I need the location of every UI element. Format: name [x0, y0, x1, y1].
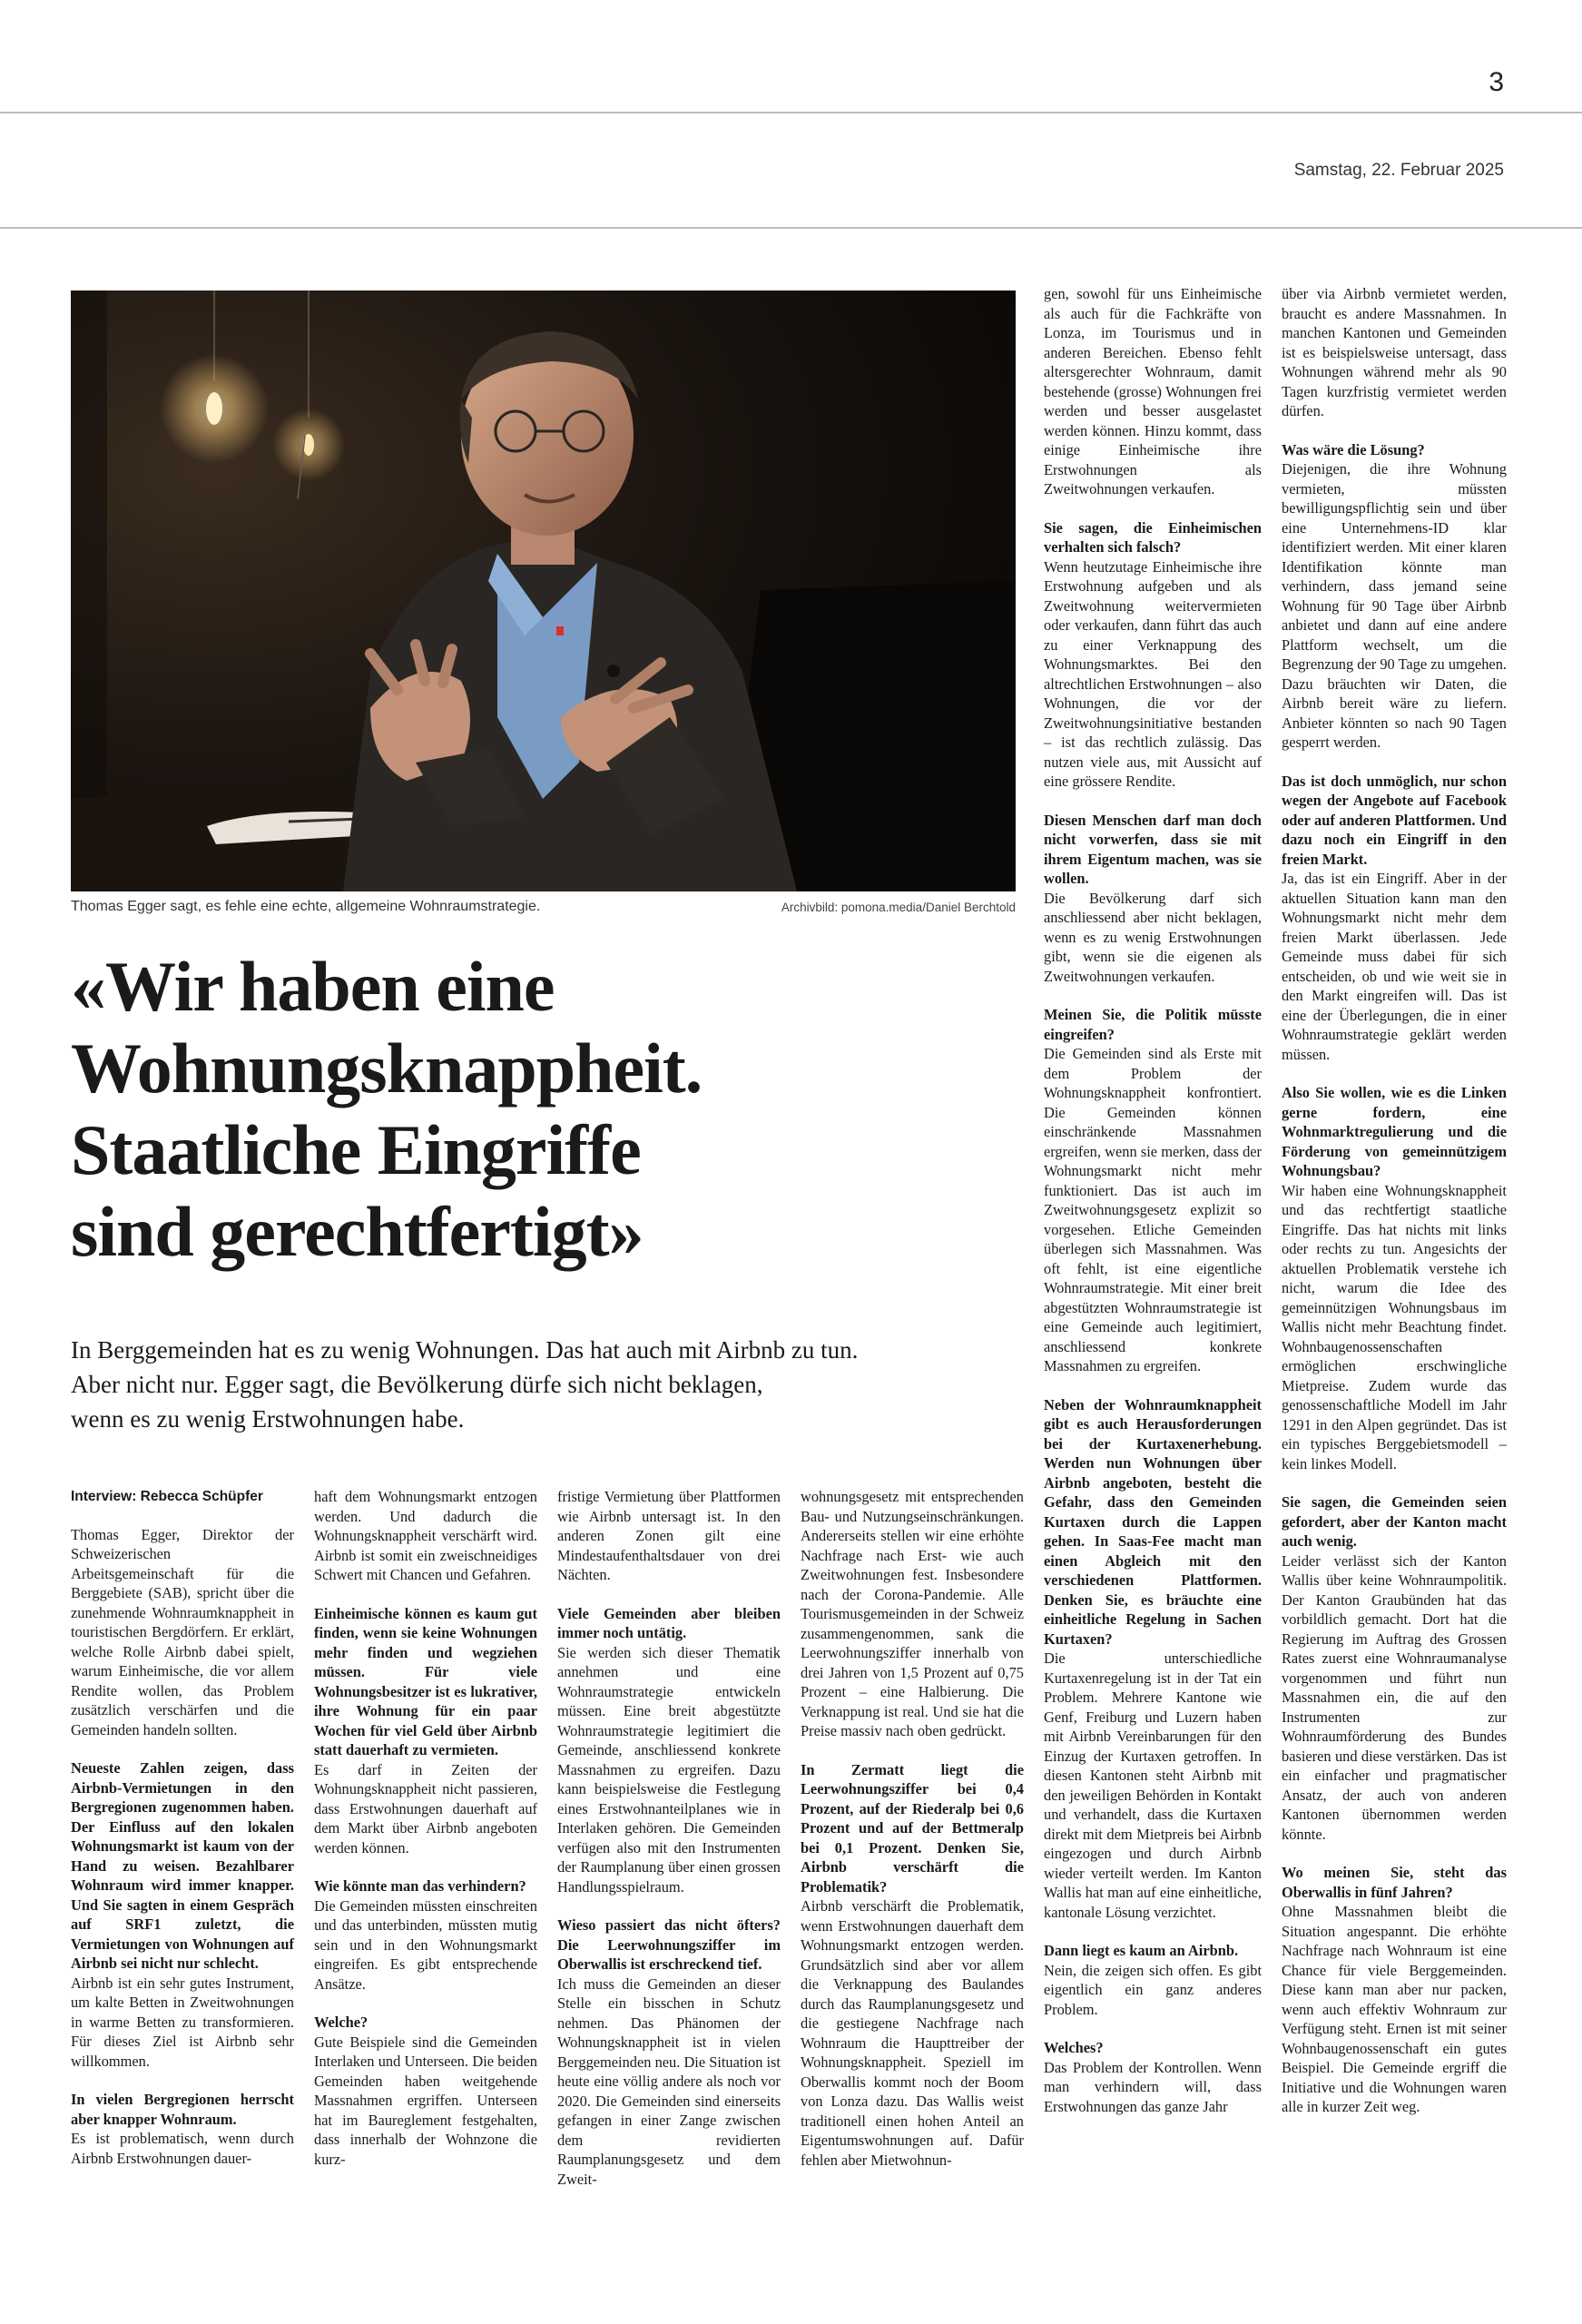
question: [1044, 518, 1262, 557]
question-text: Einheimische können es kaum gut finden, wenn sie keine Wohnungen mehr finden und wegziehen müssen. Für viele Wohnungsbesitzer ist es lukrativer, ihre Wohnung für ein paar Wochen für viel Geld über Airbnb statt dauerhaft zu vermieten.: [314, 1604, 537, 1758]
question-text: Wo meinen Sie, steht das Oberwallis in fünf Jahren?: [1282, 1864, 1507, 1901]
answer-paragraph: Leider verlässt sich der Kanton Wallis über keine Wohnraumpolitik. Der Kanton Graubünden hat das vorbildlich gemacht. Dort hat die Regierung im Auftrag des Grossen Rates zuerst eine Wohnraumanalyse vorgenommen und führt nun Massnahmen ein, die auf den Instrumenten zur Wohnraumförderung des Bundes basieren und diese verstärken. Das ist ein einfacher und pragmatischer Ansatz, der auch von anderen Kantonen übernommen werden könnte.: [1282, 1551, 1507, 1843]
article-column-4: [801, 1487, 1024, 2189]
question: [1044, 811, 1262, 889]
headline-line: Wohnungsknappheit.: [71, 1029, 703, 1108]
question-text: Also Sie wollen, wie es die Linken gerne fordern, eine Wohnmarktregulierung und die Förderung von gemeinnützigem Wohnungsbau?: [1282, 1084, 1507, 1179]
question: [1044, 1941, 1262, 1961]
question: [1282, 440, 1507, 460]
question: [557, 1604, 781, 1643]
answer-paragraph: Es darf in Zeiten der Wohnungsknappheit nicht passieren, dass Erstwohnungen dauerhaft auf dem Markt über Airbnb angeboten werden können.: [314, 1760, 537, 1856]
question: [801, 1760, 1024, 1897]
answer-paragraph: gen, sowohl für uns Einheimische als auch für die Fachkräfte von Lonza, im Tourismus und in anderen Bereichen. Ebenso fehlt altersgerechter Wohnraum, damit bestehende (grosse) Wohnungen frei werden und besser ausgelastet werden können. Hinzu kommt, dass einige Einheimische ihre Erstwohnungen als Zweitwohnungen verkaufen.: [1044, 285, 1262, 497]
answer-paragraph: Die Gemeinden müssten einschreiten und das unterbinden, müssten mutig sein und in den Wohnungsmarkt eingreifen. Es gibt entsprechende Ansätze.: [314, 1896, 537, 1993]
question: [1282, 1492, 1507, 1551]
lead-line: Aber nicht nur. Egger sagt, die Bevölkerung dürfe sich nicht beklagen,: [71, 1371, 763, 1398]
article-column-3: [557, 1487, 781, 2208]
interview-photo-image: [71, 290, 1016, 891]
question-text: Neben der Wohnraumknappheit gibt es auch Herausforderungen bei der Kurtaxenerhebung. Werden nun Wohnungen über Airbnb angeboten, besteht die Gefahr, dass den Gemeinden Kurtaxen durch die Lappen gehen. In Saas-Fee macht man einen Abgleich mit den verschiedenen Plattformen. Denken Sie, es bräuchte eine einheitliche Regelung in Sachen Kurtaxen?: [1044, 1395, 1262, 1648]
answer-paragraph: Das Problem der Kontrollen. Wenn man verhindern will, dass Erstwohnungen das ganze Jahr: [1044, 2058, 1262, 2115]
answer-paragraph: Ohne Massnahmen bleibt die Situation angespannt. Die erhöhte Nachfrage nach Wohnraum ist eine Chance für viele Berggemeinden. Diese kann man aber nur packen, wenn auch effektiv Wohnraum zur Verfügung steht. Ernen ist mit seiner Wohnbaugenossenschaft ein gutes Beispiel. Die Gemeinde ergriff die Initiative und die Wohnungen waren alle in kurzer Zeit weg.: [1282, 1903, 1507, 2115]
question-text: Welches?: [1044, 2039, 1104, 2056]
answer-paragraph: Thomas Egger, Direktor der Schweizerischen Arbeitsgemeinschaft für die Berggebiete (SAB), spricht über die zunehmende Wohnraumknappheit in touristischen Bergdörfern. Er erklärt, welche Rolle Airbnb dabei spielt, warum Einheimische, die vor allem Rendite wollen, das Problem zusätzlich verschärfen und die Gemeinden handeln sollten.: [71, 1525, 294, 1738]
headline-line: «Wir haben eine: [71, 947, 555, 1026]
question-text: Das ist doch unmöglich, nur schon wegen der Angebote auf Facebook oder auf anderen Plattformen. Und dazu noch ein Eingriff in den freien Markt.: [1282, 772, 1507, 868]
photo-caption: Thomas Egger sagt, es fehle eine echte, allgemeine Wohnraumstrategie.: [71, 899, 541, 914]
answer-paragraph: wohnungsgesetz mit entsprechenden Bau- und Nutzungseinschränkungen. Andererseits stellen wir eine erhöhte Nachfrage nach Erst- wie auch Zweitwohnungen fest. Insbesondere nach der Corona-Pandemie. Alle Tourismusgemeinden in der Schweiz zusammengenommen, sank die Leerwohnungsziffer innerhalb von drei Jahren von 1,5 Prozent auf 0,75 Prozent – eine Halbierung. Die Verknappung ist real. Und sie hat die Preise massiv nach oben gedrückt.: [801, 1488, 1024, 1739]
answer-paragraph: Ja, das ist ein Eingriff. Aber in der aktuellen Situation kann man den Wohnungsmarkt nicht mehr dem freien Markt überlassen. Jede Gemeinde muss dabei für sich entscheiden, ob und wie weit sie in den Markt eingreifen will. Das ist eine der Überlegungen, die in einer Wohnraumstrategie geklärt werden müssen.: [1282, 870, 1507, 1063]
question-text: Meinen Sie, die Politik müsste eingreifen?: [1044, 1006, 1262, 1043]
answer-paragraph: Es ist problematisch, wenn durch Airbnb Erstwohnungen dauer-: [71, 2130, 294, 2167]
question-text: In vielen Bergregionen herrscht aber knapper Wohnraum.: [71, 2091, 294, 2128]
question-text: Sie sagen, die Einheimischen verhalten sich falsch?: [1044, 518, 1262, 556]
answer-paragraph: Wenn heutzutage Einheimische ihre Erstwohnung aufgeben und als Zweitwohnung weitervermieten oder verkaufen, dann führt das auch zu einer Verknappung des Wohnungsmarktes. Bei den altrechtlichen Erstwohnungen – also Wohnungen, die vor der Zweitwohnungsinitiative bestanden – ist das rechtlich zulässig. Das nutzen viele aus, mit Aussicht auf eine grössere Rendite.: [1044, 557, 1262, 790]
answer-paragraph: Die Bevölkerung darf sich anschliessend aber nicht beklagen, wenn es zu wenig Erstwohnungen gibt, wenn sie die eigenen als Zweitwohnungen verkaufen.: [1044, 889, 1262, 985]
header-rule-top: [0, 112, 1582, 113]
question-text: In Zermatt liegt die Leerwohnungsziffer bei 0,4 Prozent, auf der Riederalp bei 0,6 Prozent und auf der Bettmeralp bei 0,1 Prozent. Denken Sie, Airbnb verschärft die Problematik?: [801, 1760, 1024, 1896]
question-text: Was wäre die Lösung?: [1282, 440, 1425, 458]
question: [1044, 1395, 1262, 1649]
header-rule-bottom: [0, 227, 1582, 229]
question-text: Viele Gemeinden aber bleiben immer noch untätig.: [557, 1604, 781, 1641]
answer-paragraph: Wir haben eine Wohnungsknappheit und das rechtfertigt staatliche Eingriffe. Das hat nichts mit links oder rechts zu tun. Angesichts der aktuellen Problematik verstehe ich nicht, warum die Idee des gemeinnützigen Wohnungsbaus im Wallis nicht mehr Beachtung findet. Wohnbaugenossenschaften ermöglichen erschwingliche Mietpreise. Zudem wurde das genossenschaftliche Modell im Jahr 1291 in den Alpen gegründet. Das ist ein typisches Berggebietsmodell – kein linkes Modell.: [1282, 1181, 1507, 1472]
question-text: Wieso passiert das nicht öfters? Die Leerwohnungsziffer im Oberwallis ist erschreckend tief.: [557, 1916, 781, 1973]
headline-line: sind gerechtfertigt»: [71, 1192, 644, 1271]
question: [314, 1876, 537, 1896]
answer-paragraph: Airbnb verschärft die Problematik, wenn Erstwohnungen dauerhaft dem Wohnungsmarkt entzogen werden. Grundsätzlich sind aber vor allem die Verknappung des Baulandes durch das Raumplanungsgesetz und die gestiegene Nachfrage nach Wohnraum die Haupttreiber der Wohnungsknappheit. Speziell im Oberwallis kommt noch der Boom von Lonza dazu. Das Wallis weist traditionell einen hohen Anteil an Eigentumswohnungen auf. Dafür fehlen aber Mietwohnun-: [801, 1897, 1024, 2169]
question-text: Neueste Zahlen zeigen, dass Airbnb-Vermietungen in den Bergregionen zugenommen haben. Der Einfluss auf den lokalen Wohnungsmarkt ist kaum von der Hand zu weisen. Bezahlbarer Wohnraum wird immer knapper. Und Sie sagten in einem Gespräch auf SRF1 zuletzt, die Vermietungen von Wohnungen auf Airbnb sei nicht nur schlecht.: [71, 1759, 294, 1972]
answer-paragraph: Gute Beispiele sind die Gemeinden Interlaken und Unterseen. Die beiden Gemeinden haben weitgehende Massnahmen ergriffen. Unterseen hat im Baureglement festgehalten, dass innerhalb der Wohnzone die kurz-: [314, 2033, 537, 2168]
question: [1282, 772, 1507, 870]
answer-paragraph: Die unterschiedliche Kurtaxenregelung ist in der Tat ein Problem. Mehrere Kantone wie Genf, Freiburg und Luzern haben mit Airbnb Vereinbarungen für den Einzug der Kurtaxen getroffen. In diesen Kantonen steht Airbnb mit den jeweiligen Behörden in Kontakt und verhandelt, dass die Kurtaxen direkt mit dem Mietpreis bei Airbnb eingezogen und durch Airbnb wieder verteilt werden. Im Kanton Wallis hat man auf eine einheitliche, kantonale Lösung verzichtet.: [1044, 1649, 1262, 1921]
answer-paragraph: Diejenigen, die ihre Wohnung vermieten, müssten bewilligungspflichtig sein und über eine Unternehmens-ID klar identifiziert werden. Mit einer klaren Identifikation könnte man verhindern, dass jemand seine Wohnung für 90 Tage über Airbnb anbietet und dann auf eine andere Plattform wechselt, um die Begrenzung der 90 Tage zu umgehen. Dazu bräuchten wir Daten, die Airbnb bereit wäre zu liefern. Anbieter könnten so nach 90 Tagen gesperrt werden.: [1282, 460, 1507, 751]
question-text: Welche?: [314, 2014, 368, 2031]
question-text: Wie könnte man das verhindern?: [314, 1877, 526, 1895]
question-text: Sie sagen, die Gemeinden seien gefordert, aber der Kanton macht auch wenig.: [1282, 1493, 1507, 1550]
question: [71, 1758, 294, 1974]
headline: [71, 946, 1033, 1273]
answer-paragraph: haft dem Wohnungsmarkt entzogen werden. Und dadurch die Wohnungsknappheit verschärft wird. Airbnb ist somit ein zweischneidiges Schwert mit Chancen und Gefahren.: [314, 1488, 537, 1583]
answer-paragraph: Ich muss die Gemeinden an dieser Stelle ein bisschen in Schutz nehmen. Das Phänomen der Wohnungsknappheit ist in vielen Berggemeinden neu. Die Situation ist heute eine völlig andere als noch vor 2020. Die Gemeinden sind einerseits gefangen in einer Zange zwischen dem revidierten Raumplanungsgesetz und dem Zweit-: [557, 1974, 781, 2188]
headline-line: Staatliche Eingriffe: [71, 1110, 641, 1189]
answer-paragraph: Die Gemeinden sind als Erste mit dem Problem der Wohnungsknappheit konfrontiert. Die Gemeinden können einschränkende Massnahmen ergreifen, wenn sie merken, dass der Wohnungsmarkt nicht mehr funktioniert. Das ist auch im Zweitwohnungsgesetz explizit so vorgesehen. Etliche Gemeinden überlegen sich Massnahmen. Was oft fehlt, ist eine eigentliche Wohnraumstrategie. Mit einer breit abgestützten Wohnraumstrategie ist eine Gemeinde auch legitimiert, anschliessend konkrete Massnahmen zu ergreifen.: [1044, 1045, 1262, 1374]
question-text: Dann liegt es kaum an Airbnb.: [1044, 1942, 1239, 1959]
question-text: Diesen Menschen darf man doch nicht vorwerfen, dass sie mit ihrem Eigentum machen, was sie wollen.: [1044, 811, 1262, 887]
question: [1282, 1863, 1507, 1902]
photo-credit: Archivbild: pomona.media/Daniel Berchtold: [781, 901, 1016, 914]
question: [71, 2090, 294, 2129]
question: [1044, 2038, 1262, 2058]
question: [314, 1604, 537, 1760]
lead-line: In Berggemeinden hat es zu wenig Wohnungen. Das hat auch mit Airbnb zu tun.: [71, 1336, 859, 1364]
article-column-5: [1044, 284, 1262, 2135]
answer-paragraph: Airbnb ist ein sehr gutes Instrument, um kalte Betten in Zweitwohnungen in warme Betten zu transformieren. Für dieses Ziel ist Airbnb sehr willkommen.: [71, 1974, 294, 2070]
interview-photo: [71, 290, 1016, 891]
question: [557, 1915, 781, 1974]
question: [314, 2013, 537, 2033]
answer-paragraph: über via Airbnb vermietet werden, braucht es andere Massnahmen. In manchen Kantonen und Gemeinden ist es beispielsweise untersagt, dass Wohnungen während mehr als 90 Tagen kurzfristig vermietet werden dürfen.: [1282, 285, 1507, 419]
question: [1044, 1005, 1262, 1044]
publication-date: Samstag, 22. Februar 2025: [1293, 161, 1504, 180]
article-column-2: [314, 1487, 537, 2188]
answer-paragraph: Sie werden sich dieser Thematik annehmen und eine Wohnraumstrategie entwickeln müssen. Eine breit abgestützte Wohnraumstrategie legitimiert die Gemeinde, anschliessend konkrete Massnahmen zu ergreifen. Dazu kann beispielsweise die Festlegung eines Erstwohnanteilplanes wie in Interlaken gehören. Die Gemeinden verfügen also mit den Instrumenten der Raumplanung über einen grossen Handlungsspielraum.: [557, 1643, 781, 1896]
lead-line: wenn es zu wenig Erstwohnungen habe.: [71, 1405, 465, 1433]
article-column-6: [1282, 284, 1507, 2136]
question: [1282, 1083, 1507, 1181]
answer-paragraph: Nein, die zeigen sich offen. Es gibt eigentlich ein ganz anderes Problem.: [1044, 1961, 1262, 2018]
article-column-1: [71, 1487, 294, 2187]
page-number: 3: [1489, 67, 1504, 97]
byline: Interview: Rebecca Schüpfer: [71, 1489, 263, 1504]
answer-paragraph: fristige Vermietung über Plattformen wie Airbnb untersagt ist. In den anderen Zonen gilt eine Mindestaufenthaltsdauer von drei Nächten.: [557, 1488, 781, 1583]
lead-paragraph: [71, 1333, 997, 1436]
